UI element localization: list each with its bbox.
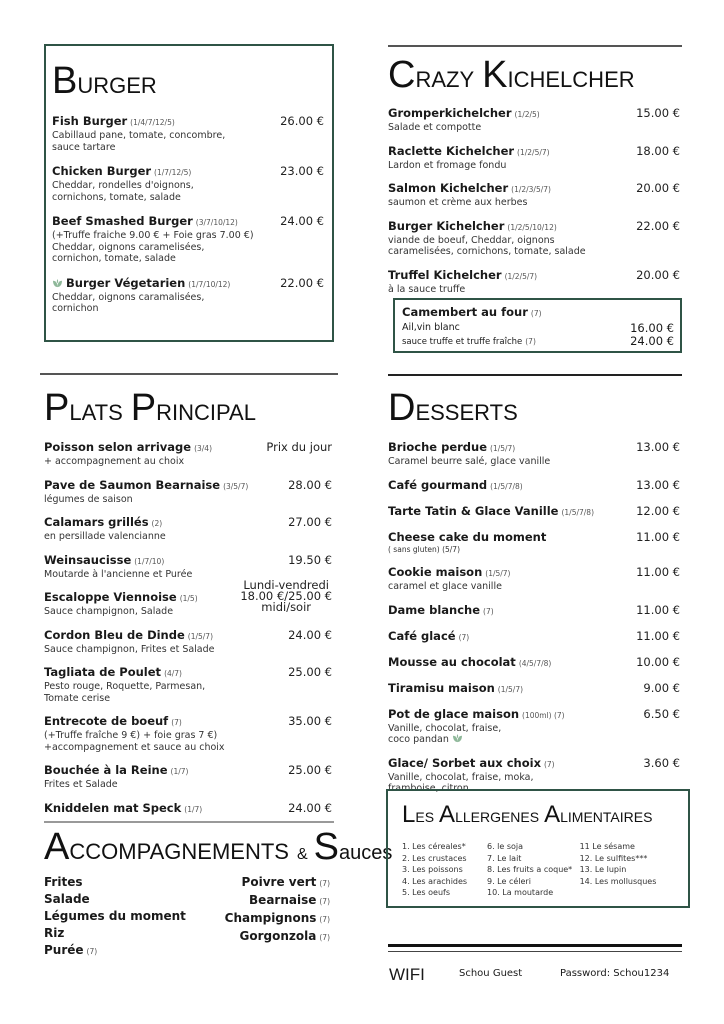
- item-price: [288, 478, 332, 492]
- item-price: [636, 440, 680, 454]
- price-text: 19.50 €: [288, 552, 332, 567]
- title-word: LES: [402, 801, 435, 828]
- divider: [388, 45, 682, 47]
- menu-item: [52, 114, 324, 153]
- price-text: 18.00 €: [636, 143, 680, 158]
- description-line: Cheddar, rondelles d'oignons,: [52, 180, 194, 191]
- description-line: Sauce champignon, Frites et Salade: [44, 643, 215, 655]
- allergens: (1/5/7): [490, 444, 516, 453]
- description-line: caramel et glace vanille: [388, 581, 502, 592]
- section-title: [44, 389, 332, 427]
- price-text: midi/soir: [261, 600, 312, 614]
- price-text: 35.00 €: [288, 714, 332, 728]
- item-name: Burger Végetarien: [66, 275, 186, 290]
- item-name: Riz: [44, 926, 65, 940]
- item-description: [52, 292, 324, 304]
- allergens: (7): [319, 897, 330, 906]
- description-line: en persillade valencianne: [44, 531, 166, 542]
- side-item: [44, 925, 186, 942]
- menu-item: [388, 603, 680, 619]
- description-line: Moutarde à l'ancienne et Purée: [44, 568, 193, 580]
- item-name: Mousse au chocolat: [388, 654, 516, 669]
- price-text: 23.00 €: [280, 164, 324, 178]
- camembert-box: [393, 298, 682, 353]
- menu-item: [388, 565, 680, 593]
- menu-item: [388, 530, 680, 556]
- price-text: 15.00 €: [636, 106, 680, 120]
- section-title: [44, 826, 393, 868]
- menu-item: [44, 578, 332, 618]
- item-description: [44, 779, 332, 791]
- item-name: Salade: [44, 892, 90, 906]
- allergens: (7): [86, 947, 98, 956]
- menu-item: [52, 214, 324, 265]
- price-text: 26.00 €: [280, 114, 324, 128]
- price-text: 22.00 €: [280, 275, 324, 290]
- divider: [388, 951, 682, 952]
- allergens: (1/2/5/10/12): [507, 222, 557, 232]
- item-name: Gromperkichelcher: [388, 106, 512, 120]
- allergens: (1/7): [170, 767, 189, 776]
- item-name: Tagliata de Poulet: [44, 665, 162, 679]
- plats-menu: [44, 389, 332, 827]
- allergens: (7): [319, 879, 330, 888]
- allergen-column: [580, 841, 674, 899]
- description-line: Caramel beurre salé, glace vanille: [388, 456, 551, 467]
- item-name: Escaloppe Viennoise: [44, 590, 177, 604]
- side-item: [44, 942, 186, 960]
- item-name: Truffel Kichelcher: [388, 267, 502, 282]
- allergens: (7): [483, 606, 494, 616]
- item-name: Poivre vert: [241, 875, 317, 889]
- price-text: 10.00 €: [636, 654, 680, 669]
- item-name: Beef Smashed Burger: [52, 214, 193, 228]
- price-text: 6.50 €: [643, 706, 680, 721]
- item-name: Burger Kichelcher: [388, 218, 505, 233]
- item-name: Pot de glace maison: [388, 706, 520, 721]
- item-price: [288, 628, 332, 642]
- price-text: 11.00 €: [636, 602, 680, 617]
- description-line: coco pandan: [388, 734, 449, 745]
- menu-item: [44, 763, 332, 791]
- vegetarian-leaf-icon: [452, 734, 463, 743]
- menu-item: [388, 629, 680, 645]
- item-name: Salmon Kichelcher: [388, 181, 509, 195]
- item-description: [52, 130, 324, 142]
- title-word: ACCOMPAGNEMENTS: [44, 826, 289, 868]
- item-name: Raclette Kichelcher: [388, 143, 515, 158]
- side-item: [44, 874, 186, 891]
- allergens: (2): [151, 519, 163, 528]
- allergen-item: 12. Le sulfites***: [579, 853, 648, 863]
- title-word: ALIMENTAIRES: [544, 801, 653, 828]
- price-text: 13.00 €: [636, 440, 680, 454]
- item-name: Champignons: [224, 911, 317, 925]
- item-description: [388, 197, 680, 209]
- menu-item: [388, 440, 680, 468]
- price-text: 25.00 €: [288, 665, 332, 679]
- description-line: Cheddar, oignons caramalisées,: [52, 291, 205, 303]
- item-price: [636, 478, 680, 492]
- title-word: KICHELCHER: [482, 54, 635, 96]
- price-text: 25.00 €: [288, 763, 332, 777]
- item-description: [52, 142, 324, 154]
- item-description: [44, 693, 332, 705]
- allergens: (1/5/7): [187, 631, 214, 641]
- price-text: 11.00 €: [636, 529, 680, 544]
- menu-item: [44, 714, 332, 753]
- price-text: 22.00 €: [636, 218, 680, 233]
- price-text: 18.00 €/25.00 €: [240, 589, 332, 603]
- item-price: [280, 276, 324, 290]
- divider: [44, 821, 334, 823]
- menu-item: [388, 707, 680, 746]
- menu-item: [44, 515, 332, 543]
- vegetarian-leaf-icon: [52, 279, 63, 288]
- item-name: Fish Burger: [52, 114, 128, 128]
- allergen-item: 4. Les arachides: [402, 876, 468, 886]
- menu-item: [388, 181, 680, 209]
- camembert-option: Ail,vin blanc: [402, 322, 460, 333]
- allergens: (7): [525, 337, 536, 346]
- item-price: [636, 144, 680, 158]
- price-text: 3.60 €: [643, 755, 680, 770]
- description-line: sauce tartare: [52, 141, 116, 153]
- description-line: Salade et compotte: [388, 122, 482, 133]
- allergens: (7): [319, 915, 330, 924]
- allergens: (1/2/5/7): [517, 147, 550, 157]
- divider: [388, 374, 682, 376]
- price-text: 24.00 €: [288, 627, 332, 642]
- allergen-item: 3. Les poissons: [402, 865, 463, 874]
- item-description: [388, 456, 680, 468]
- menu-item: [388, 106, 680, 134]
- description-line: Pesto rouge, Roquette, Parmesan,: [44, 681, 206, 692]
- price-text: 9.00 €: [643, 680, 680, 695]
- desserts-menu: [388, 389, 680, 805]
- camembert-option: sauce truffe et truffe fraîche: [402, 337, 523, 347]
- divider-thick: [388, 944, 682, 947]
- item-price: [288, 515, 332, 529]
- sauce-item: [225, 874, 330, 892]
- sauce-item: [225, 892, 330, 910]
- sauce-item: [225, 928, 330, 946]
- allergens: (4/5/7/8): [518, 658, 552, 668]
- menu-item: [52, 164, 324, 203]
- price-text: 20.00 €: [636, 181, 680, 195]
- item-description: [44, 456, 332, 468]
- item-description: [44, 531, 332, 543]
- camembert-name: Camembert au four: [402, 305, 528, 319]
- allergen-item: 13. Le lupin: [579, 865, 627, 874]
- price: 16.00 €: [630, 321, 674, 335]
- price-text: 13.00 €: [636, 477, 680, 492]
- description-line: saumon et crème aux herbes: [388, 197, 528, 208]
- item-description: [388, 544, 680, 556]
- description-line: légumes de saison: [44, 493, 133, 505]
- item-name: Bouchée à la Reine: [44, 763, 168, 777]
- price-text: Prix du jour: [266, 440, 332, 454]
- item-description: [44, 681, 332, 693]
- allergens: (100ml) (7): [522, 710, 565, 720]
- description-line: Lardon et fromage fondu: [388, 159, 507, 171]
- item-name: Kniddelen mat Speck: [44, 800, 182, 815]
- item-price: [636, 530, 680, 544]
- allergens: (7): [458, 632, 470, 642]
- description-line: Frites et Salade: [44, 779, 118, 790]
- allergens: (1/7/10): [134, 556, 165, 566]
- menu-item: [44, 665, 332, 704]
- item-description: [388, 723, 680, 735]
- title-word: BURGER: [52, 60, 157, 102]
- price-text: 20.00 €: [636, 267, 680, 282]
- menu-item: [388, 478, 680, 494]
- item-price: [288, 801, 332, 815]
- item-name: Cordon Bleu de Dinde: [44, 627, 185, 642]
- price-text: 27.00 €: [288, 515, 332, 529]
- menu-item: [388, 681, 680, 697]
- description-line: (+Truffe fraîche 9 €) + foie gras 7 €): [44, 730, 218, 741]
- accompagnements-section: [44, 826, 393, 960]
- item-name: Entrecote de boeuf: [44, 714, 169, 728]
- item-name: Weinsaucisse: [44, 552, 132, 567]
- menu-item: [388, 144, 680, 172]
- item-description: [388, 235, 680, 247]
- item-name: Calamars grillés: [44, 515, 149, 529]
- sides-list: [44, 874, 186, 960]
- price: 24.00 €: [630, 334, 674, 348]
- item-price: [280, 164, 324, 178]
- item-description: [52, 180, 324, 192]
- item-price: [266, 440, 332, 454]
- price-text: 11.00 €: [636, 628, 680, 643]
- menu-item: [388, 655, 680, 671]
- item-name: Poisson selon arrivage: [44, 440, 192, 454]
- menu-item: [44, 440, 332, 468]
- item-name: Légumes du moment: [44, 909, 186, 923]
- allergen-item: 11 Le sésame: [579, 842, 635, 851]
- allergens: (1/2/5): [514, 110, 540, 119]
- allergens: (1/5): [179, 594, 198, 603]
- menu-item: [388, 219, 680, 258]
- description-line: Vanille, chocolat, fraise, moka,: [388, 771, 534, 783]
- description-line: +accompagnement et sauce au choix: [44, 741, 225, 753]
- allergens: (7): [319, 933, 330, 942]
- menu-item: [52, 276, 324, 315]
- item-name: Chicken Burger: [52, 164, 152, 178]
- item-price: [636, 504, 680, 518]
- item-price: [280, 214, 324, 228]
- item-price: [288, 665, 332, 679]
- allergens: (3/4): [194, 444, 213, 453]
- item-price: [636, 181, 680, 195]
- item-name: Café gourmand: [388, 477, 488, 492]
- item-name: Cheese cake du moment: [388, 529, 547, 544]
- item-description: [52, 253, 324, 265]
- menu-item: [388, 504, 680, 520]
- side-item: [44, 891, 186, 908]
- item-price: [288, 763, 332, 777]
- title-word: CRAZY: [388, 54, 475, 96]
- item-description: [44, 730, 332, 742]
- description-line: (+Truffe fraiche 9.00 € + Foie gras 7.00 €): [52, 230, 254, 241]
- allergens: (3/5/7): [223, 481, 249, 491]
- wifi-network: Schou Guest: [459, 968, 523, 979]
- item-description: [388, 581, 680, 593]
- allergen-item: 2. Les crustaces: [402, 853, 467, 863]
- item-price: [643, 681, 680, 695]
- description-line: Sauce champignon, Salade: [44, 606, 174, 617]
- allergen-column: [487, 841, 580, 899]
- item-name: Tarte Tatin & Glace Vanille: [388, 503, 559, 518]
- sauce-item: [225, 910, 330, 928]
- title-word: Sauces: [313, 826, 393, 868]
- title-word: &: [296, 846, 308, 863]
- section-title: [388, 56, 680, 94]
- price-text: 12.00 €: [636, 503, 680, 518]
- allergens: (1/7/10/12): [188, 279, 231, 289]
- allergens: (1/5/7): [485, 569, 511, 578]
- menu-item: [44, 801, 332, 817]
- item-price: [288, 714, 332, 728]
- kichelcher-menu: [388, 56, 680, 305]
- title-word: ALLERGENES: [439, 801, 540, 828]
- price-text: 24.00 €: [288, 800, 332, 815]
- menu-item: [44, 553, 332, 581]
- description-line: Tomate cerise: [44, 692, 111, 704]
- wifi-password: Password: Schou1234: [560, 968, 670, 979]
- allergen-item: 6. le soja: [487, 842, 524, 851]
- item-description: [388, 772, 680, 784]
- title-word: PRINCIPAL: [130, 387, 256, 429]
- item-price: [636, 219, 680, 233]
- description-line: framboise, citron: [388, 783, 469, 794]
- allergens: (7): [530, 309, 542, 318]
- item-description: [52, 242, 324, 254]
- item-description: [388, 246, 680, 258]
- allergens-box: [386, 789, 690, 908]
- allergens: (4/7): [164, 669, 182, 678]
- description-line: viande de boeuf, Cheddar, oignons: [388, 234, 555, 246]
- item-name: Tiramisu maison: [388, 680, 495, 695]
- description-line: caramelisées, cornichons, tomate, salade: [388, 246, 586, 257]
- allergens: (7): [171, 718, 182, 727]
- item-name: Glace/ Sorbet aux choix: [388, 755, 541, 770]
- allergens: (1/2/5/7): [504, 271, 538, 281]
- item-description: [388, 122, 680, 134]
- section-title: [52, 62, 324, 100]
- item-price: [636, 268, 680, 282]
- item-price: [288, 553, 332, 567]
- description-line: ( sans gluten) (5/7): [388, 544, 460, 554]
- title-word: PLATS: [44, 387, 123, 429]
- item-name: Bearnaise: [249, 893, 317, 907]
- item-price: [240, 580, 332, 613]
- divider: [40, 373, 338, 375]
- allergens: (3/7/10/12): [195, 218, 238, 227]
- price-text: 11.00 €: [636, 565, 680, 579]
- item-name: Dame blanche: [388, 602, 481, 617]
- description-line: cornichons, tomate, salade: [52, 191, 181, 203]
- description-line: cornichon: [52, 303, 99, 314]
- allergens: (1/5/7/8): [561, 507, 595, 517]
- item-description: [52, 192, 324, 204]
- item-price: [643, 707, 680, 721]
- allergens: (7): [543, 759, 555, 769]
- item-price: [636, 629, 680, 643]
- item-description: [388, 284, 680, 296]
- item-price: [643, 756, 680, 770]
- item-name: Purée: [44, 943, 84, 957]
- allergen-item: 5. Les oeufs: [402, 888, 450, 897]
- description-line: Vanille, chocolat, fraise,: [388, 722, 502, 734]
- side-item: [44, 908, 186, 925]
- wifi-label: WIFI: [389, 965, 425, 984]
- description-line: Cheddar, oignons caramelisées,: [52, 241, 205, 253]
- allergens: (1/2/3/5/7): [511, 185, 551, 194]
- description-line: Cabillaud pane, tomate, concombre,: [52, 130, 226, 141]
- allergen-item: 8. Les fruits a coque*: [487, 865, 573, 874]
- menu-item: [388, 268, 680, 296]
- description-line: à la sauce truffe: [388, 283, 466, 295]
- allergen-item: 9. Le céleri: [487, 876, 531, 886]
- allergens: (1/7/12/5): [154, 168, 192, 177]
- price-text: 24.00 €: [280, 214, 324, 228]
- allergen-column: [402, 841, 487, 899]
- allergen-item: 10. La moutarde: [487, 888, 554, 897]
- section-title: [388, 389, 680, 427]
- item-price: [636, 565, 680, 579]
- menu-item: [44, 478, 332, 506]
- burger-menu: [52, 62, 324, 326]
- item-name: Gorgonzola: [239, 929, 317, 943]
- item-name: Brioche perdue: [388, 440, 488, 454]
- item-description: [388, 160, 680, 172]
- item-description: [44, 644, 332, 656]
- allergen-item: 7. Le lait: [487, 853, 522, 863]
- allergens: (1/4/7/12/5): [130, 118, 175, 127]
- item-description: [44, 494, 332, 506]
- title-word: DESSERTS: [388, 387, 518, 429]
- item-price: [636, 106, 680, 120]
- allergens: (1/5/7/8): [490, 481, 523, 491]
- item-price: [280, 114, 324, 128]
- item-name: Pave de Saumon Bearnaise: [44, 477, 221, 492]
- allergens: (1/7): [184, 804, 203, 814]
- allergens: (1/5/7): [497, 684, 524, 694]
- item-description: [52, 303, 324, 315]
- allergen-item: 14. Les mollusques: [579, 876, 657, 886]
- price-text: Lundi-vendredi: [243, 578, 329, 592]
- item-description: [388, 734, 680, 746]
- price-text: 28.00 €: [288, 477, 332, 492]
- description-line: + accompagnement au choix: [44, 456, 185, 467]
- description-line: cornichon, tomate, salade: [52, 253, 176, 264]
- item-description: [44, 742, 332, 754]
- item-price: [636, 603, 680, 617]
- item-price: [636, 655, 680, 669]
- item-name: Frites: [44, 875, 83, 889]
- menu-item: [44, 628, 332, 656]
- item-description: [52, 230, 324, 242]
- item-name: Cookie maison: [388, 565, 483, 579]
- allergen-item: 1. Les céreales*: [402, 842, 466, 851]
- item-name: Café glacé: [388, 628, 456, 643]
- section-title: [402, 803, 674, 827]
- sauces-list: [225, 874, 334, 960]
